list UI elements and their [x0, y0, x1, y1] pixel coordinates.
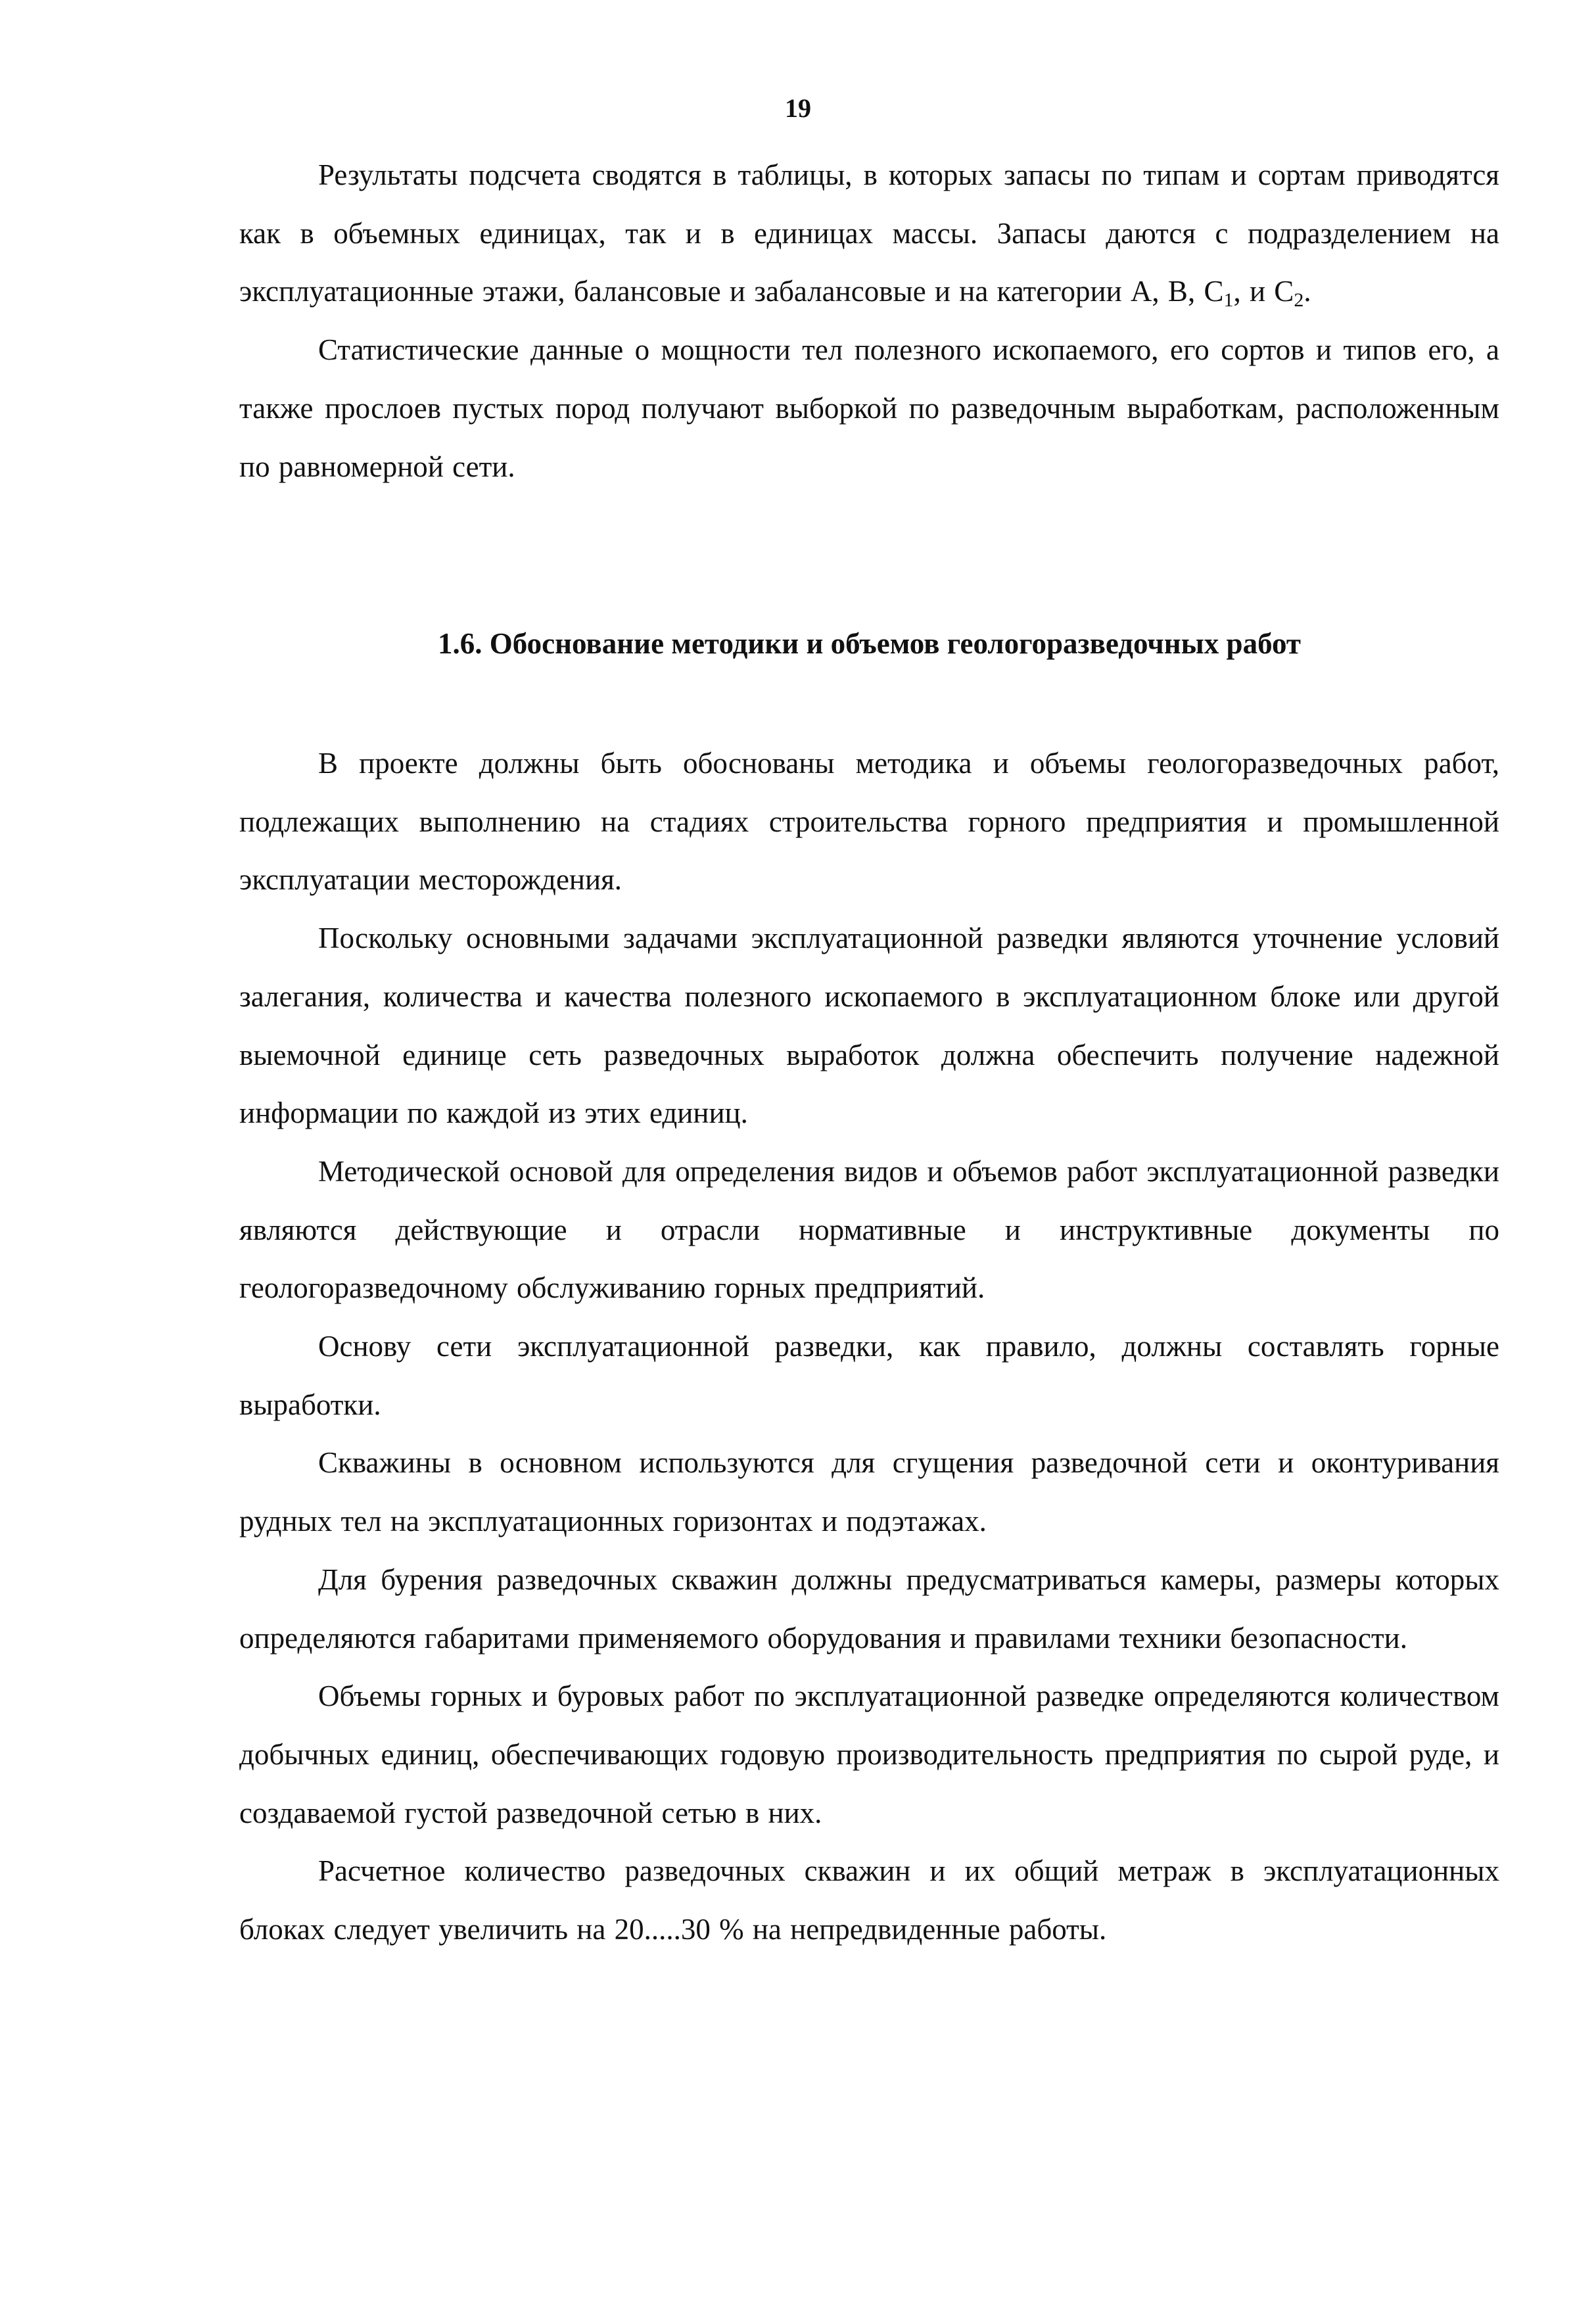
page-number: 19 — [785, 93, 811, 123]
intro-text — [239, 146, 1499, 496]
paragraph-statistics: Статистические данные о мощности тел полезного ископаемого, его сортов и типов его, а также прослоев пустых пород получают выборкой по разведочным выработкам, расположенным по равномерной сети. — [239, 333, 1499, 483]
paragraph-text: , и C — [1233, 275, 1294, 308]
body-paragraph: Скважины в основном используются для сгущения разведочной сети и оконтуривания рудных тел на эксплуатационных горизонтах и подэтажах. — [239, 1446, 1499, 1538]
paragraph-text: Результаты подсчета сводятся в таблицы, в которых запасы по типам и сортам приводятся как в объемных единицах, так и в единицах массы. Запасы даются с подразделением на эксплуатационные этажи, балансовые и забалансовые и на категории А, В, C — [239, 158, 1499, 308]
body-paragraph: Основу сети эксплуатационной разведки, как правило, должны составлять горные выработки. — [239, 1330, 1499, 1421]
section-body — [239, 734, 1499, 1959]
body-paragraph: Методической основой для определения видов и объемов работ эксплуатационной разведки являются действующие и отрасли нормативные и инструктивные документы по геологоразведочному обслуживанию горных предприятий. — [239, 1154, 1499, 1305]
subscript-2: 2 — [1294, 289, 1304, 312]
section-heading: 1.6. Обоснование методики и объемов геологоразведочных работ — [437, 627, 1302, 660]
paragraph-text: . — [1303, 275, 1311, 308]
body-paragraph: Для бурения разведочных скважин должны предусматриваться камеры, размеры которых определяются габаритами применяемого оборудования и правилами техники безопасности. — [239, 1562, 1499, 1655]
body-paragraph: Поскольку основными задачами эксплуатационной разведки являются уточнение условий залегания, количества и качества полезного ископаемого в эксплуатационном блоке или другой выемочной единице сеть разведочных выработок должна обеспечить получение надежной информации по каждой из этих единиц. — [239, 922, 1499, 1130]
body-paragraph: Расчетное количество разведочных скважин и их общий метраж в эксплуатационных блоках следует увеличить на 20.....30 % на непредвиденные работы. — [239, 1854, 1499, 1946]
paragraph-reserves-tables — [239, 146, 1499, 321]
body-paragraph: В проекте должны быть обоснованы методика и объемы геологоразведочных работ, подлежащих выполнению на стадиях строительства горного предприятия и промышленной эксплуатации месторождения. — [239, 747, 1499, 897]
subscript-1: 1 — [1223, 289, 1234, 312]
body-paragraph: Объемы горных и буровых работ по эксплуатационной разведке определяются количеством добычных единиц, обеспечивающих годовую производительность предприятия по сырой руде, и создаваемой густой разведочной сетью в них. — [239, 1680, 1499, 1829]
